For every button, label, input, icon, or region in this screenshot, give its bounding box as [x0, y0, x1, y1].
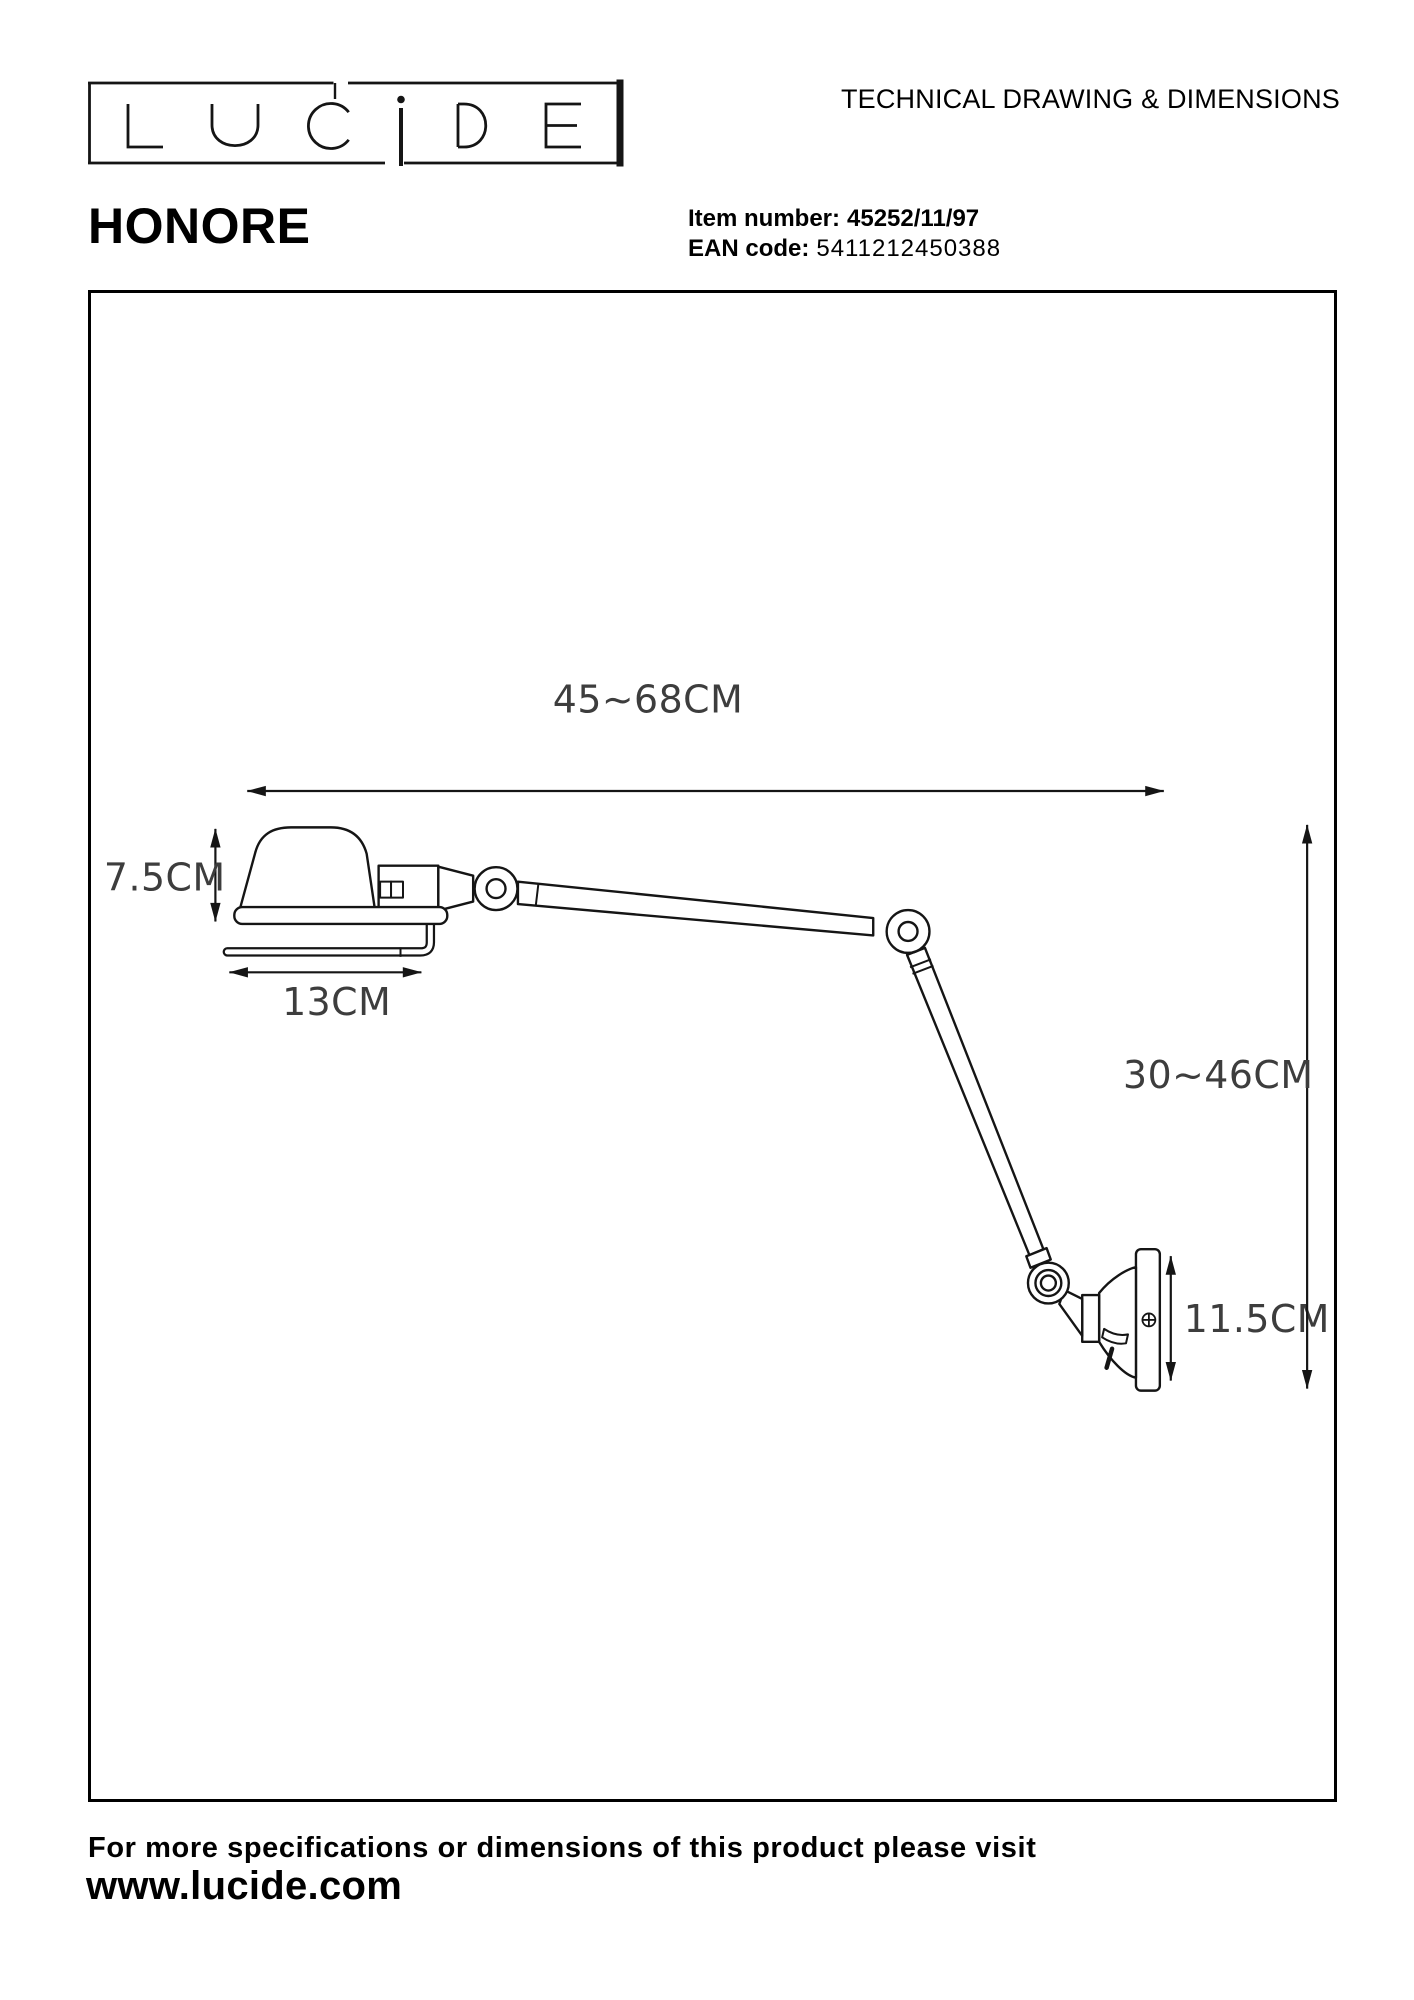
socket-collar	[1082, 1295, 1099, 1342]
ean-label: EAN code:	[688, 235, 810, 262]
doc-title: TECHNICAL DRAWING & DIMENSIONS	[840, 84, 1340, 114]
shade-dome	[240, 827, 374, 907]
product-name: HONORE	[88, 198, 311, 254]
logo-letter-d	[458, 104, 486, 147]
dimension-label-vertical-drop: 30~46CM	[1123, 1052, 1314, 1097]
item-number-label: Item number:	[688, 205, 841, 232]
logo-letter-c	[308, 104, 348, 149]
connector-taper	[438, 867, 473, 911]
item-number-line	[688, 207, 979, 231]
dimension-label-arm-reach: 45~68CM	[552, 677, 744, 722]
logo-letter-e	[546, 104, 581, 147]
dimension-label-shade-width: 13CM	[282, 980, 392, 1025]
logo-letter-u	[212, 104, 258, 146]
joint-elbow	[887, 910, 930, 953]
dimension-label-shade-height: 7.5CM	[103, 855, 226, 900]
ean-line	[688, 237, 1001, 261]
technical-drawing-box	[88, 290, 1337, 1802]
lucide-logo	[84, 74, 629, 172]
footer-note: For more specifications or dimensions of this product please visit	[88, 1832, 1037, 1864]
socket-bell	[1099, 1267, 1136, 1378]
technical-drawing	[91, 293, 1334, 1799]
logo-letter-i-dot	[397, 96, 405, 104]
arm-upper	[518, 882, 873, 936]
joint-wrist	[1028, 1263, 1069, 1304]
ean-value: 5411212450388	[816, 235, 1002, 262]
connector-clasp-right	[391, 882, 403, 898]
connector-clasp-left	[380, 882, 391, 898]
mounting-screw-icon	[1142, 1313, 1156, 1327]
item-number-value: 45252/11/97	[847, 205, 980, 232]
logo-letter-l	[128, 104, 163, 147]
joint-shade	[475, 867, 518, 910]
shade-rim	[234, 907, 447, 924]
footer-website: www.lucide.com	[86, 1864, 403, 1908]
arm-lower	[907, 948, 1043, 1255]
dimension-label-wall-plate-height: 11.5CM	[1183, 1296, 1330, 1341]
